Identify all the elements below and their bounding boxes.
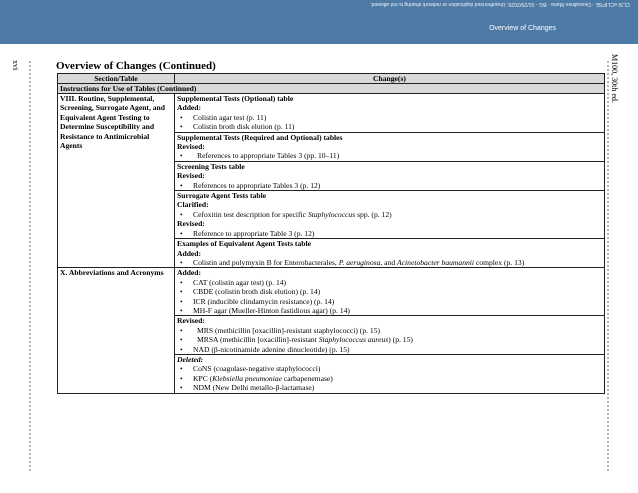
edition-label: M100, 30th ed. [610, 54, 619, 103]
list-item: • References to appropriate Tables 3 (pp. 10–11) [177, 151, 602, 160]
change-block [175, 132, 604, 161]
list-item: • NDM (New Delhi metallo-β-lactamase) [177, 383, 602, 392]
table-header-row [58, 74, 605, 84]
action-label: Added: [177, 248, 202, 258]
row-changes [175, 94, 605, 268]
list-item: • Colistin and polymyxin B for Enterobacterales, P. aeruginosa, and Acinetobacter baumannii complex (p. 13) [177, 258, 602, 267]
row-label: VIII. Routine, Supplemental, Screening, Surrogate Agent, and Equivalent Agent Testing to Determine Susceptibility and Resistance to Antimicrobial Agents [58, 94, 175, 268]
action-label: Added: [177, 103, 202, 113]
list-item: • NAD (β-nicotinamide adenine dinucleotide) (p. 15) [177, 345, 602, 354]
column-header-changes: Change(s) [175, 74, 605, 84]
column-header-section: Section/Table [58, 74, 175, 84]
row-changes [175, 268, 605, 393]
action-label: Revised: [177, 142, 205, 152]
change-block [175, 190, 604, 238]
list-item: • CBDE (colistin broth disk elution) (p. 14) [177, 287, 602, 296]
action-label: Revised: [177, 316, 205, 326]
list-item: • Colistin agar test (p. 11) [177, 113, 602, 122]
page-number: xvi [11, 60, 20, 71]
action-label: Deleted: [177, 354, 204, 364]
section-header: Instructions for Use of Tables (Continued) [58, 84, 605, 94]
list-item: • CoNS (coagulase-negative staphylococci) [177, 364, 602, 373]
list-item: • MRSA (methicillin [oxacillin]-resistant Staphylococcus aureus) (p. 15) [177, 335, 602, 344]
list-item: • MRS (methicillin [oxacillin]-resistant staphylococci) (p. 15) [177, 326, 602, 335]
changes-table [57, 73, 605, 394]
block-title: Screening Tests table [177, 161, 245, 171]
page-title: Overview of Changes (Continued) [56, 60, 216, 72]
list-item: • MH-F agar (Mueller-Hinton fastidious agar) (p. 14) [177, 306, 602, 315]
block-title: Supplemental Tests (Optional) table [177, 94, 294, 103]
banner-title: Overview of Changes [489, 25, 556, 32]
table-row [58, 94, 605, 268]
change-block [175, 94, 604, 132]
row-label: X. Abbreviations and Acronyms [58, 268, 175, 393]
change-block [175, 161, 604, 190]
section-header-row [58, 84, 605, 94]
change-block [175, 268, 604, 315]
header-banner [0, 0, 638, 44]
action-label: Clarified: [177, 200, 209, 210]
block-title: Supplemental Tests (Required and Optional) tables [177, 132, 343, 142]
license-notice: CLSI eCLIPSE - Dessalines Maria - BG - 01/29/2020. Unauthorized duplication or network sharing is not allowed. [370, 1, 630, 7]
list-item: • KPC (Klebsiella pneumoniae carbapenemase) [177, 374, 602, 383]
change-block [175, 238, 604, 267]
list-item: • Reference to appropriate Table 3 (p. 12) [177, 229, 602, 238]
block-title: Examples of Equivalent Agent Tests table [177, 239, 311, 249]
action-label: Revised: [177, 219, 205, 229]
list-item: • ICR (inducible clindamycin resistance) (p. 14) [177, 297, 602, 306]
list-item: • Colistin broth disk elution (p. 11) [177, 122, 602, 131]
list-item: • Cefoxitin test description for specific Staphylococcus spp. (p. 12) [177, 210, 602, 219]
list-item: • References to appropriate Tables 3 (p. 12) [177, 181, 602, 190]
table-row [58, 268, 605, 393]
change-block [175, 354, 604, 393]
action-label: Added: [177, 268, 202, 278]
action-label: Revised: [177, 171, 205, 181]
left-dotted-rule [29, 60, 31, 472]
block-title: Surrogate Agent Tests table [177, 191, 267, 201]
change-block [175, 315, 604, 354]
right-dotted-rule [607, 60, 609, 472]
list-item: • CAT (colistin agar test) (p. 14) [177, 278, 602, 287]
